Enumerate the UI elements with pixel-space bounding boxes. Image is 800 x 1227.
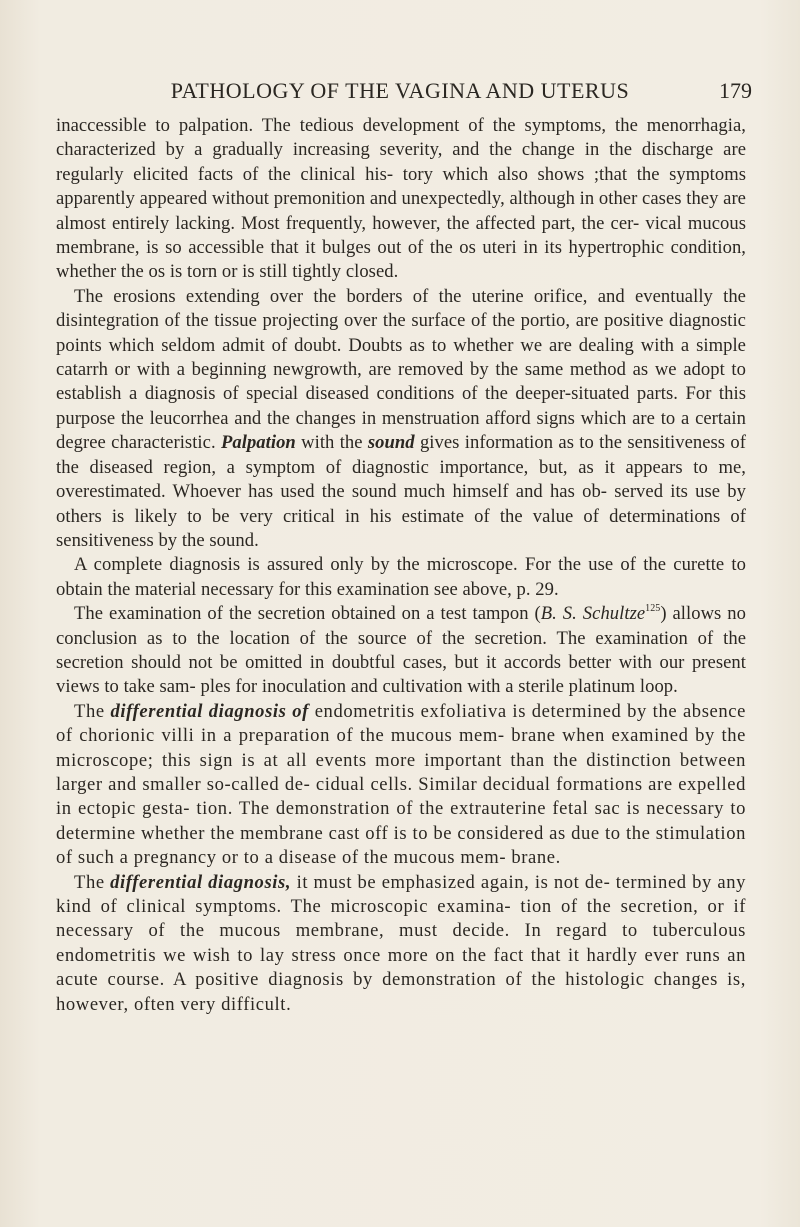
reference-author: B. S. Schultze [540,603,646,625]
paragraph-4-text-a: The examination of the secretion obtained on a test tampon ( [74,603,541,625]
paragraph-5 [56,700,746,871]
paragraph-5-text-b: endometritis exfoliativa is determined by the absence of chorionic villi in a preparation of the mucous mem- brane when examined by the microscope; this sign is at all events more important than the distinction between larger and smaller so-called de- cidual cells. Similar decidual formations are expelled in ectopic gesta- tion. The demonstration of the extrauterine fetal sac is necessary to determine whether the membrane cast off is to be considered as due to the stimulation of such a pregnancy or to a disease of the mucous mem- brane. [56,700,746,869]
paragraph-5-text-a: The [74,700,111,722]
paragraph-6 [56,871,746,1017]
footnote-ref: 125 [645,603,661,615]
emphasis-sound: sound [367,432,415,454]
paragraph-6-text-b: it must be emphasized again, is not de- termined by any kind of clinical symptoms. The microscopic examina- tion of the secretion, or if necessary of the mucous membrane, must decide. In regard to tuberculous endometritis we wish to lay stress once more on the fact that it hardly ever runs an acute course. A positive diagnosis by demonstration of the histologic changes is, however, often very difficult. [56,871,746,1015]
paragraph-6-text-a: The [74,871,111,893]
paragraph-3: A complete diagnosis is assured only by the microscope. For the use of the curette to obtain the material necessary for this examination see above, p. 29. [56,554,746,600]
page-header [108,78,752,108]
body-text [56,114,746,1017]
paragraph-4 [56,602,746,700]
paragraph-2-text-b: with the [295,432,368,454]
paragraph-2-text-c: gives information as to the sensitiveness of the diseased region, a symptom of diagnostic importance, but, as it appears to me, overestimated. Whoever has used the sound much himself and has ob- served its use by others is likely to be very critical in his estimate of the value of determinations of sensitiveness by the sound. [56,432,746,551]
page-number: 179 [719,78,752,103]
running-title: PATHOLOGY OF THE VAGINA AND UTERUS [170,78,630,103]
emphasis-differential-diagnosis-2: differential diagnosis, [110,871,292,893]
paragraph-4-text-b: ) allows no conclusion as to the location of the source of the secretion. The examination of the secretion should not be omitted in doubtful cases, but it accords better with our present views to take sam- ples for inoculation and cultivation with a sterile platinum loop. [56,603,746,698]
paragraph-1: inaccessible to palpation. The tedious development of the symptoms, the menorrhagia, characterized by a gradually increasing severity, and the change in the discharge are regularly elicited facts of the clinical his- tory which also shows ;that the symptoms apparently appeared without premonition and unexpectedly, although in other cases they are almost entirely lacking. Most frequently, however, the affected part, the cer- vical mucous membrane, is so accessible that it bulges out of the os uteri in its hypertrophic condition, whether the os is torn or is still tightly closed. [56,115,746,283]
emphasis-palpation: Palpation [220,432,296,454]
paragraph-2 [56,285,746,553]
emphasis-differential-diagnosis: differential diagnosis of [110,700,309,722]
paragraph-2-text-a: The erosions extending over the borders of the uterine orifice, and eventually the disintegration of the tissue projecting over the surface of the portio, are positive diagnostic points which seldom admit of doubt. Doubts as to whether we are dealing with a simple catarrh or with a beginning newgrowth, are removed by the same method as we adopt to establish a diagnosis of special diseased conditions of the deeper-situated parts. For this purpose the leucorrhea and the changes in menstruation afford signs which are to a certain degree characteristic. [56,285,746,454]
